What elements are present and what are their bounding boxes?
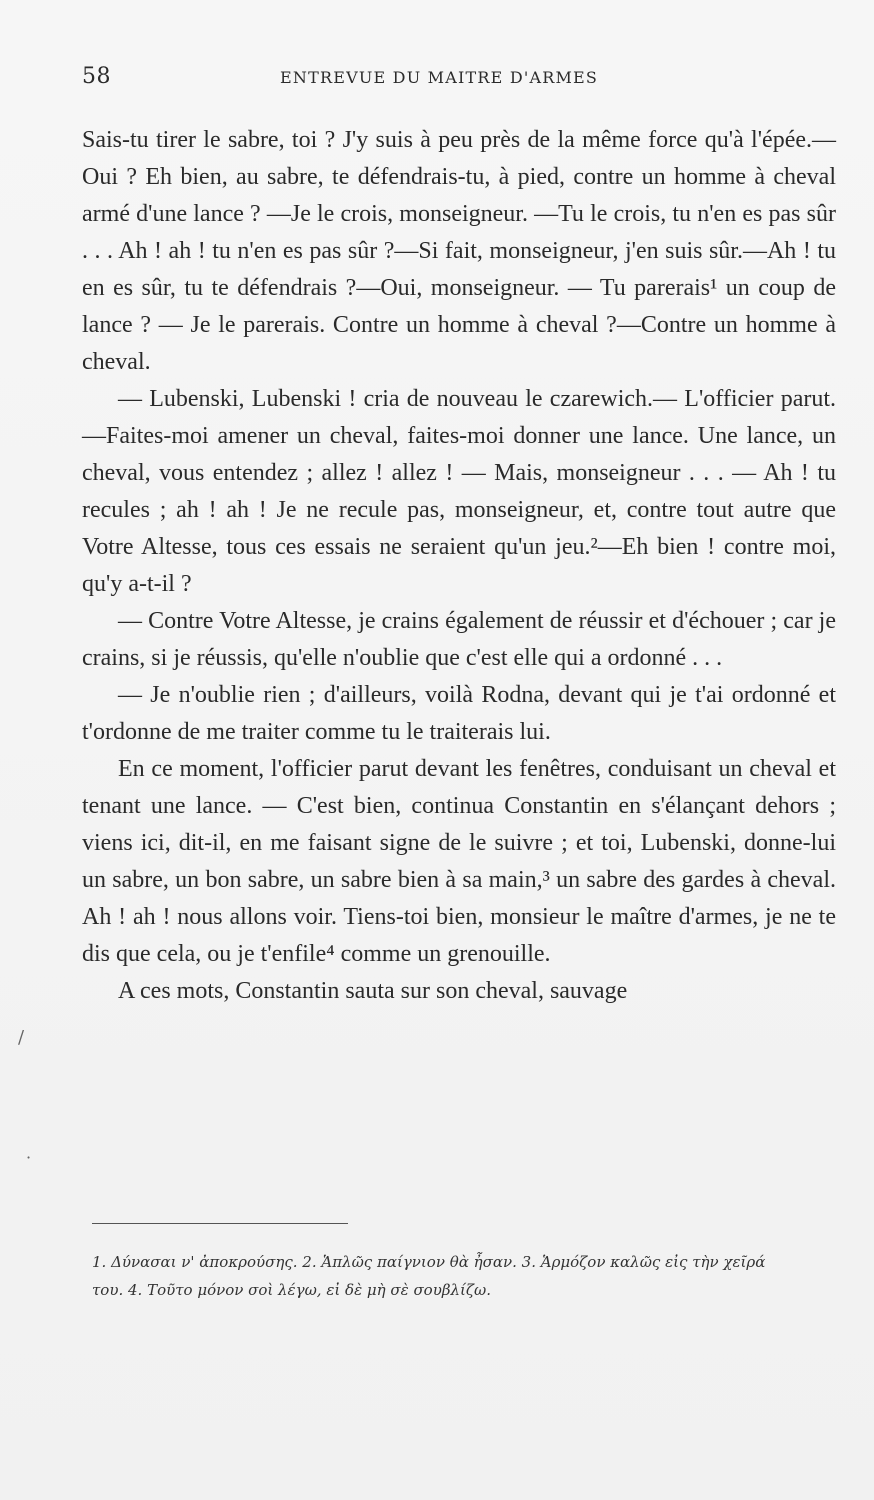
paragraph-3: — Contre Votre Altesse, je crains également de réussir et d'échouer ; car je crains, si je réussis, qu'elle n'oublie que c'est elle qui a ordonné . . .	[82, 608, 836, 671]
footnotes	[92, 1248, 836, 1304]
margin-mark: /	[18, 1027, 25, 1048]
running-head: ENTREVUE DU MAITRE D'ARMES	[280, 68, 599, 87]
paragraph-1: Sais-tu tirer le sabre, toi ? J'y suis à peu près de la même force qu'à l'épée.—Oui ? Eh bien, au sabre, te défendrais-tu, à pied, contre un homme à cheval armé d'une lance ? —Je le crois, monseigneur. —Tu le crois, tu n'en es pas sûr . . . Ah ! ah ! tu n'en es pas sûr ?—Si fait, monseigneur, j'en suis sûr.—Ah ! tu en es sûr, tu te défendrais ?—Oui, monseigneur. — Tu parerais¹ un coup de lance ? — Je le parerais. Contre un homme à cheval ?—Contre un homme à cheval.	[82, 127, 836, 375]
paragraph-6: A ces mots, Constantin sauta sur son cheval, sauvage	[118, 978, 628, 1004]
paragraph-5: En ce moment, l'officier parut devant les fenêtres, conduisant un cheval et tenant une lance. — C'est bien, continua Constantin en s'élançant dehors ; viens ici, dit-il, en me faisant signe de le suivre ; et toi, Lubenski, donne-lui un sabre, un bon sabre, un sabre bien à sa main,³ un sabre des gardes à cheval. Ah ! ah ! nous allons voir. Tiens-toi bien, monsieur le maître d'armes, je ne te dis que cela, ou je t'enfile⁴ comme un grenouille.	[82, 756, 836, 967]
page-header	[82, 64, 836, 96]
footnote-line-1: 1. Δύνασαι ν' ἀποκρούσης. 2. Ἁπλῶς παίγνιον θὰ ἦσαν. 3. Ἁρμόζον καλῶς εἰς τὴν χεῖρά	[92, 1253, 766, 1271]
footnote-line-2: του. 4. Τοῦτο μόνον σοὶ λέγω, εἰ δὲ μὴ σὲ σουβλίζω.	[92, 1281, 492, 1299]
page-number: 58	[82, 64, 111, 89]
footnote-separator	[92, 1223, 348, 1224]
paragraph-2: — Lubenski, Lubenski ! cria de nouveau le czarewich.— L'officier parut.—Faites-moi amener un cheval, faites-moi donner une lance. Une lance, un cheval, vous entendez ; allez ! allez ! — Mais, monseigneur . . . — Ah ! tu recules ; ah ! ah ! Je ne recule pas, monseigneur, et, contre tout autre que Votre Altesse, tous ces essais ne seraient qu'un jeu.²—Eh bien ! contre moi, qu'y a-t-il ?	[82, 386, 836, 597]
main-text	[82, 122, 836, 1010]
margin-mark: ·	[26, 1148, 32, 1167]
paragraph-4: — Je n'oublie rien ; d'ailleurs, voilà Rodna, devant qui je t'ai ordonné et t'ordonne de me traiter comme tu le traiterais lui.	[82, 682, 836, 745]
